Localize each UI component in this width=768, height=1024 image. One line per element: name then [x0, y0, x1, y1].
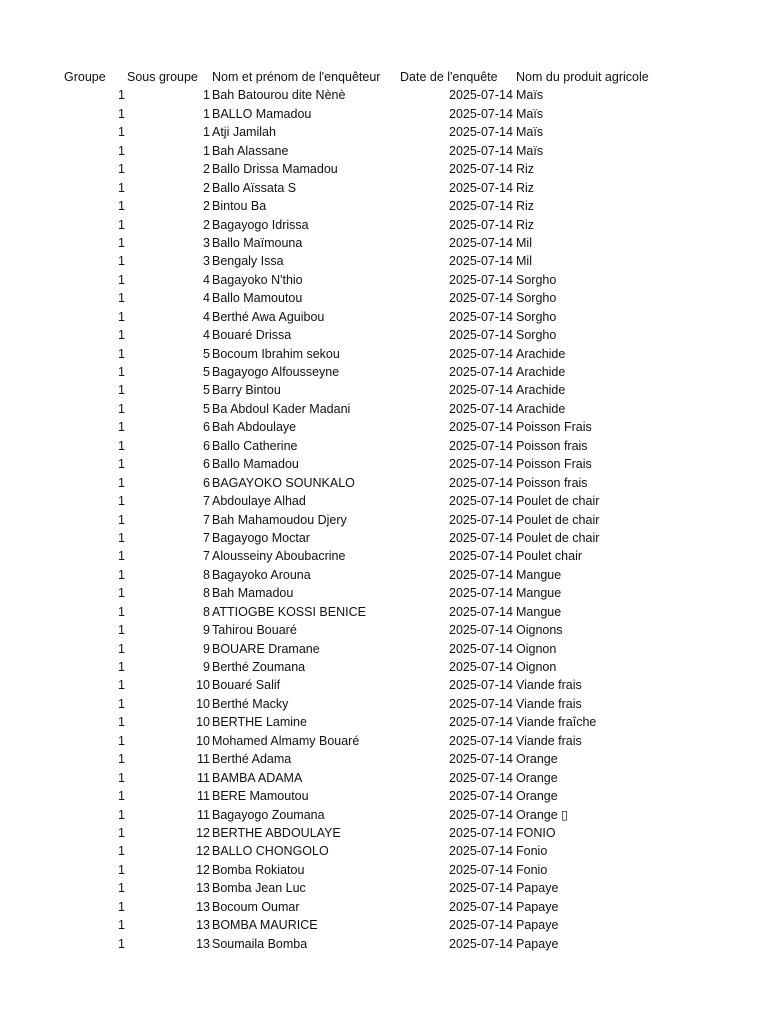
- cell-groupe: 1: [118, 235, 125, 250]
- cell-sous-groupe: 4: [203, 272, 210, 287]
- cell-sous-groupe: 4: [203, 309, 210, 324]
- cell-produit-agricole: Orange ▯: [516, 807, 569, 822]
- cell-sous-groupe: 2: [203, 199, 210, 214]
- cell-groupe: 1: [118, 678, 125, 693]
- cell-sous-groupe: 12: [196, 844, 210, 859]
- table-row: [0, 842, 768, 860]
- cell-nom-enqueteur: Ballo Aïssata S: [212, 180, 297, 195]
- cell-groupe: 1: [118, 825, 125, 840]
- cell-produit-agricole: Papaye: [516, 918, 559, 933]
- table-row: [0, 916, 768, 934]
- cell-produit-agricole: Fonio: [516, 862, 548, 877]
- cell-produit-agricole: Maïs: [516, 106, 544, 121]
- cell-produit-agricole: Poulet de chair: [516, 494, 600, 509]
- cell-produit-agricole: Poisson frais: [516, 438, 588, 453]
- cell-produit-agricole: Riz: [516, 217, 535, 232]
- cell-date-enquete: 2025-07-14: [449, 918, 513, 933]
- table-row: [0, 676, 768, 694]
- cell-date-enquete: 2025-07-14: [449, 272, 513, 287]
- cell-date-enquete: 2025-07-14: [449, 125, 513, 140]
- cell-nom-enqueteur: ATTIOGBE KOSSI BENICE: [212, 604, 366, 619]
- header-nom-enqueteur: Nom et prénom de l'enquêteur: [212, 70, 381, 84]
- cell-nom-enqueteur: Ballo Drissa Mamadou: [212, 162, 338, 177]
- cell-groupe: 1: [118, 106, 125, 121]
- cell-date-enquete: 2025-07-14: [449, 235, 513, 250]
- cell-sous-groupe: 10: [196, 678, 210, 693]
- cell-produit-agricole: Poisson Frais: [516, 420, 592, 435]
- table-row: [0, 123, 768, 141]
- cell-produit-agricole: Arachide: [516, 365, 566, 379]
- cell-date-enquete: 2025-07-14: [449, 862, 513, 877]
- cell-date-enquete: 2025-07-14: [449, 825, 513, 840]
- cell-date-enquete: 2025-07-14: [449, 346, 513, 361]
- cell-groupe: 1: [118, 365, 125, 379]
- cell-groupe: 1: [118, 936, 125, 951]
- cell-date-enquete: 2025-07-14: [449, 733, 513, 748]
- cell-nom-enqueteur: BERE Mamoutou: [212, 789, 309, 804]
- cell-sous-groupe: 3: [203, 254, 210, 269]
- cell-groupe: 1: [118, 862, 125, 877]
- cell-nom-enqueteur: BERTHE ABDOULAYE: [212, 825, 341, 840]
- table-row: [0, 381, 768, 399]
- cell-sous-groupe: 4: [203, 291, 210, 306]
- table-row: [0, 86, 768, 104]
- table-row: [0, 492, 768, 510]
- cell-sous-groupe: 8: [203, 604, 210, 619]
- cell-nom-enqueteur: Atji Jamilah: [212, 125, 276, 140]
- cell-nom-enqueteur: Bengaly Issa: [212, 254, 284, 269]
- cell-sous-groupe: 1: [203, 88, 210, 103]
- cell-date-enquete: 2025-07-14: [449, 844, 513, 859]
- table-row: [0, 418, 768, 436]
- cell-date-enquete: 2025-07-14: [449, 881, 513, 896]
- cell-date-enquete: 2025-07-14: [449, 143, 513, 158]
- cell-sous-groupe: 12: [196, 825, 210, 840]
- cell-date-enquete: 2025-07-14: [449, 678, 513, 693]
- cell-sous-groupe: 4: [203, 328, 210, 343]
- cell-sous-groupe: 13: [196, 899, 210, 914]
- table-row: [0, 935, 768, 953]
- table-row: [0, 345, 768, 363]
- table-row: [0, 824, 768, 842]
- cell-groupe: 1: [118, 494, 125, 509]
- cell-date-enquete: 2025-07-14: [449, 309, 513, 324]
- table-row: [0, 363, 768, 381]
- cell-groupe: 1: [118, 438, 125, 453]
- cell-produit-agricole: Maïs: [516, 88, 544, 103]
- cell-sous-groupe: 10: [196, 715, 210, 730]
- cell-sous-groupe: 7: [203, 494, 210, 509]
- cell-groupe: 1: [118, 457, 125, 472]
- table-row: [0, 400, 768, 418]
- cell-sous-groupe: 11: [197, 807, 210, 822]
- table-row: [0, 732, 768, 750]
- cell-date-enquete: 2025-07-14: [449, 162, 513, 177]
- cell-produit-agricole: Poisson frais: [516, 475, 588, 490]
- table-row: [0, 308, 768, 326]
- cell-nom-enqueteur: Ballo Catherine: [212, 438, 298, 453]
- cell-sous-groupe: 11: [197, 789, 210, 804]
- cell-produit-agricole: Orange: [516, 752, 558, 767]
- table-row: [0, 197, 768, 215]
- cell-sous-groupe: 9: [203, 623, 210, 638]
- cell-nom-enqueteur: BAGAYOKO SOUNKALO: [212, 475, 355, 490]
- cell-date-enquete: 2025-07-14: [449, 641, 513, 656]
- cell-produit-agricole: Mangue: [516, 586, 562, 601]
- cell-sous-groupe: 9: [203, 641, 210, 656]
- cell-sous-groupe: 7: [203, 530, 210, 545]
- table-row: [0, 658, 768, 676]
- header-sous-groupe: Sous groupe: [127, 70, 198, 84]
- cell-produit-agricole: Riz: [516, 199, 535, 214]
- table-row: [0, 179, 768, 197]
- table-row: [0, 455, 768, 473]
- cell-sous-groupe: 13: [196, 918, 210, 933]
- cell-produit-agricole: Papaye: [516, 936, 559, 951]
- cell-sous-groupe: 13: [196, 936, 210, 951]
- cell-date-enquete: 2025-07-14: [449, 567, 513, 582]
- cell-groupe: 1: [118, 420, 125, 435]
- header-row: [0, 68, 768, 86]
- cell-groupe: 1: [118, 807, 125, 822]
- cell-date-enquete: 2025-07-14: [449, 494, 513, 509]
- cell-nom-enqueteur: Bouaré Drissa: [212, 328, 292, 343]
- cell-sous-groupe: 1: [203, 143, 210, 158]
- table-row: [0, 160, 768, 178]
- cell-nom-enqueteur: BALLO CHONGOLO: [212, 844, 329, 859]
- cell-produit-agricole: Sorgho: [516, 291, 557, 306]
- cell-sous-groupe: 5: [203, 383, 210, 398]
- cell-nom-enqueteur: Ballo Maïmouna: [212, 235, 303, 250]
- table-row: [0, 898, 768, 916]
- cell-date-enquete: 2025-07-14: [449, 789, 513, 804]
- cell-sous-groupe: 2: [203, 180, 210, 195]
- cell-groupe: 1: [118, 918, 125, 933]
- cell-groupe: 1: [118, 143, 125, 158]
- table-row: [0, 271, 768, 289]
- cell-groupe: 1: [118, 383, 125, 398]
- cell-nom-enqueteur: Berthé Adama: [212, 752, 292, 767]
- table-row: [0, 252, 768, 270]
- table-row: [0, 750, 768, 768]
- cell-sous-groupe: 5: [203, 365, 210, 379]
- cell-nom-enqueteur: Berthé Macky: [212, 696, 289, 711]
- table-row: [0, 216, 768, 234]
- cell-produit-agricole: Arachide: [516, 346, 566, 361]
- cell-nom-enqueteur: Bah Mamadou: [212, 586, 294, 601]
- cell-groupe: 1: [118, 660, 125, 674]
- cell-groupe: 1: [118, 199, 125, 214]
- cell-groupe: 1: [118, 88, 125, 103]
- cell-produit-agricole: Poulet chair: [516, 549, 583, 564]
- cell-produit-agricole: Mangue: [516, 604, 562, 619]
- cell-sous-groupe: 3: [203, 235, 210, 250]
- table-row: [0, 437, 768, 455]
- table-row: [0, 640, 768, 658]
- table-row: [0, 806, 768, 824]
- cell-sous-groupe: 6: [203, 438, 210, 453]
- cell-date-enquete: 2025-07-14: [449, 623, 513, 638]
- cell-nom-enqueteur: Bah Mahamoudou Djery: [212, 512, 347, 527]
- cell-produit-agricole: Papaye: [516, 881, 559, 896]
- cell-date-enquete: 2025-07-14: [449, 401, 513, 416]
- cell-produit-agricole: Orange: [516, 789, 558, 804]
- cell-date-enquete: 2025-07-14: [449, 420, 513, 435]
- cell-produit-agricole: Orange: [516, 770, 558, 785]
- cell-nom-enqueteur: Bah Abdoulaye: [212, 420, 297, 435]
- cell-groupe: 1: [118, 789, 125, 804]
- cell-groupe: 1: [118, 180, 125, 195]
- cell-nom-enqueteur: Berthé Awa Aguibou: [212, 309, 325, 324]
- cell-date-enquete: 2025-07-14: [449, 199, 513, 214]
- table-row: [0, 603, 768, 621]
- cell-date-enquete: 2025-07-14: [449, 291, 513, 306]
- cell-produit-agricole: Mil: [516, 235, 532, 250]
- cell-nom-enqueteur: Tahirou Bouaré: [212, 623, 297, 638]
- cell-nom-enqueteur: Ballo Mamoutou: [212, 291, 303, 306]
- cell-date-enquete: 2025-07-14: [449, 549, 513, 564]
- cell-sous-groupe: 5: [203, 346, 210, 361]
- table-row: [0, 566, 768, 584]
- table-row: [0, 474, 768, 492]
- spreadsheet-table: [0, 68, 768, 953]
- cell-nom-enqueteur: BAMBA ADAMA: [212, 770, 303, 785]
- cell-sous-groupe: 8: [203, 567, 210, 582]
- cell-sous-groupe: 1: [203, 125, 210, 140]
- table-row: [0, 621, 768, 639]
- cell-date-enquete: 2025-07-14: [449, 512, 513, 527]
- cell-date-enquete: 2025-07-14: [449, 899, 513, 914]
- cell-groupe: 1: [118, 696, 125, 711]
- cell-groupe: 1: [118, 475, 125, 490]
- cell-produit-agricole: Poulet de chair: [516, 512, 600, 527]
- cell-groupe: 1: [118, 715, 125, 730]
- cell-date-enquete: 2025-07-14: [449, 383, 513, 398]
- table-body: [0, 86, 768, 953]
- cell-produit-agricole: Sorgho: [516, 309, 557, 324]
- cell-produit-agricole: Sorgho: [516, 272, 557, 287]
- cell-date-enquete: 2025-07-14: [449, 457, 513, 472]
- cell-produit-agricole: Viande frais: [516, 696, 582, 711]
- cell-sous-groupe: 7: [203, 549, 210, 564]
- cell-groupe: 1: [118, 401, 125, 416]
- cell-sous-groupe: 6: [203, 457, 210, 472]
- cell-nom-enqueteur: Bagayogo Zoumana: [212, 807, 325, 822]
- cell-nom-enqueteur: Bomba Jean Luc: [212, 881, 306, 896]
- cell-date-enquete: 2025-07-14: [449, 180, 513, 195]
- cell-date-enquete: 2025-07-14: [449, 106, 513, 121]
- cell-groupe: 1: [118, 844, 125, 859]
- cell-nom-enqueteur: Bintou Ba: [212, 199, 267, 214]
- cell-date-enquete: 2025-07-14: [449, 696, 513, 711]
- cell-groupe: 1: [118, 733, 125, 748]
- cell-groupe: 1: [118, 567, 125, 582]
- cell-sous-groupe: 11: [197, 752, 210, 767]
- cell-groupe: 1: [118, 346, 125, 361]
- cell-sous-groupe: 7: [203, 512, 210, 527]
- cell-produit-agricole: Papaye: [516, 899, 559, 914]
- cell-produit-agricole: Arachide: [516, 383, 566, 398]
- cell-nom-enqueteur: Bagayoko N'thio: [212, 272, 303, 287]
- cell-groupe: 1: [118, 770, 125, 785]
- cell-groupe: 1: [118, 530, 125, 545]
- cell-produit-agricole: Arachide: [516, 401, 566, 416]
- cell-date-enquete: 2025-07-14: [449, 88, 513, 103]
- cell-nom-enqueteur: Barry Bintou: [212, 383, 281, 398]
- cell-groupe: 1: [118, 309, 125, 324]
- cell-date-enquete: 2025-07-14: [449, 770, 513, 785]
- header-produit-agricole: Nom du produit agricole: [516, 70, 649, 84]
- cell-date-enquete: 2025-07-14: [449, 217, 513, 232]
- cell-nom-enqueteur: Bagayoko Arouna: [212, 567, 311, 582]
- cell-date-enquete: 2025-07-14: [449, 660, 513, 674]
- cell-sous-groupe: 11: [197, 770, 210, 785]
- cell-groupe: 1: [118, 586, 125, 601]
- cell-nom-enqueteur: Bomba Rokiatou: [212, 862, 305, 877]
- cell-sous-groupe: 13: [196, 881, 210, 896]
- cell-date-enquete: 2025-07-14: [449, 365, 513, 379]
- cell-sous-groupe: 6: [203, 475, 210, 490]
- cell-produit-agricole: Viande fraîche: [516, 715, 597, 730]
- cell-produit-agricole: Maïs: [516, 125, 544, 140]
- cell-produit-agricole: Riz: [516, 162, 535, 177]
- cell-nom-enqueteur: BERTHE Lamine: [212, 715, 307, 730]
- table-row: [0, 787, 768, 805]
- cell-nom-enqueteur: Bocoum Ibrahim sekou: [212, 346, 340, 361]
- header-date-enquete: Date de l'enquête: [400, 70, 498, 84]
- cell-sous-groupe: 6: [203, 420, 210, 435]
- cell-produit-agricole: Oignon: [516, 660, 557, 674]
- cell-produit-agricole: Fonio: [516, 844, 548, 859]
- table-row: [0, 769, 768, 787]
- cell-produit-agricole: Viande frais: [516, 678, 582, 693]
- cell-produit-agricole: FONIO: [516, 825, 556, 840]
- table-row: [0, 289, 768, 307]
- table-row: [0, 879, 768, 897]
- cell-date-enquete: 2025-07-14: [449, 604, 513, 619]
- cell-nom-enqueteur: Bah Batourou dite Nènè: [212, 88, 346, 103]
- cell-nom-enqueteur: Ba Abdoul Kader Madani: [212, 401, 351, 416]
- cell-sous-groupe: 10: [196, 696, 210, 711]
- table-row: [0, 326, 768, 344]
- cell-sous-groupe: 9: [203, 660, 210, 674]
- cell-nom-enqueteur: Bocoum Oumar: [212, 899, 300, 914]
- cell-nom-enqueteur: Abdoulaye Alhad: [212, 494, 306, 509]
- cell-nom-enqueteur: Bouaré Salif: [212, 678, 281, 693]
- cell-date-enquete: 2025-07-14: [449, 530, 513, 545]
- cell-sous-groupe: 1: [203, 106, 210, 121]
- cell-groupe: 1: [118, 641, 125, 656]
- cell-sous-groupe: 2: [203, 217, 210, 232]
- cell-nom-enqueteur: Bagayogo Idrissa: [212, 217, 309, 232]
- table-row: [0, 142, 768, 160]
- cell-nom-enqueteur: Soumaila Bomba: [212, 936, 308, 951]
- cell-date-enquete: 2025-07-14: [449, 328, 513, 343]
- table-row: [0, 529, 768, 547]
- table-row: [0, 511, 768, 529]
- cell-nom-enqueteur: Alousseiny Aboubacrine: [212, 549, 346, 564]
- cell-produit-agricole: Mil: [516, 254, 532, 269]
- table-row: [0, 584, 768, 602]
- cell-nom-enqueteur: BOUARE Dramane: [212, 641, 320, 656]
- cell-date-enquete: 2025-07-14: [449, 438, 513, 453]
- cell-sous-groupe: 10: [196, 733, 210, 748]
- cell-date-enquete: 2025-07-14: [449, 715, 513, 730]
- cell-date-enquete: 2025-07-14: [449, 752, 513, 767]
- cell-groupe: 1: [118, 881, 125, 896]
- cell-nom-enqueteur: Berthé Zoumana: [212, 660, 306, 674]
- table-row: [0, 547, 768, 565]
- cell-groupe: 1: [118, 752, 125, 767]
- cell-groupe: 1: [118, 899, 125, 914]
- cell-groupe: 1: [118, 125, 125, 140]
- cell-nom-enqueteur: Bagayogo Moctar: [212, 530, 310, 545]
- cell-date-enquete: 2025-07-14: [449, 475, 513, 490]
- cell-produit-agricole: Viande frais: [516, 733, 582, 748]
- cell-date-enquete: 2025-07-14: [449, 807, 513, 822]
- table-row: [0, 861, 768, 879]
- table-row: [0, 713, 768, 731]
- cell-date-enquete: 2025-07-14: [449, 936, 513, 951]
- cell-groupe: 1: [118, 549, 125, 564]
- cell-groupe: 1: [118, 254, 125, 269]
- cell-produit-agricole: Mangue: [516, 567, 562, 582]
- table-row: [0, 695, 768, 713]
- table-row: [0, 234, 768, 252]
- table-row: [0, 105, 768, 123]
- cell-nom-enqueteur: BALLO Mamadou: [212, 106, 312, 121]
- cell-nom-enqueteur: Bah Alassane: [212, 143, 289, 158]
- cell-produit-agricole: Poulet de chair: [516, 530, 600, 545]
- cell-nom-enqueteur: Ballo Mamadou: [212, 457, 299, 472]
- header-groupe: Groupe: [64, 70, 106, 84]
- cell-nom-enqueteur: BOMBA MAURICE: [212, 918, 318, 933]
- cell-produit-agricole: Oignons: [516, 623, 563, 638]
- cell-produit-agricole: Maïs: [516, 143, 544, 158]
- cell-nom-enqueteur: Bagayogo Alfousseyne: [212, 365, 340, 379]
- cell-groupe: 1: [118, 512, 125, 527]
- cell-nom-enqueteur: Mohamed Almamy Bouaré: [212, 733, 360, 748]
- cell-date-enquete: 2025-07-14: [449, 586, 513, 601]
- cell-produit-agricole: Poisson Frais: [516, 457, 592, 472]
- cell-sous-groupe: 8: [203, 586, 210, 601]
- cell-produit-agricole: Sorgho: [516, 328, 557, 343]
- cell-produit-agricole: Riz: [516, 180, 535, 195]
- cell-groupe: 1: [118, 217, 125, 232]
- cell-sous-groupe: 2: [203, 162, 210, 177]
- cell-groupe: 1: [118, 162, 125, 177]
- cell-sous-groupe: 5: [203, 401, 210, 416]
- cell-groupe: 1: [118, 328, 125, 343]
- cell-groupe: 1: [118, 623, 125, 638]
- cell-groupe: 1: [118, 604, 125, 619]
- cell-groupe: 1: [118, 272, 125, 287]
- cell-sous-groupe: 12: [196, 862, 210, 877]
- cell-groupe: 1: [118, 291, 125, 306]
- cell-produit-agricole: Oignon: [516, 641, 557, 656]
- cell-date-enquete: 2025-07-14: [449, 254, 513, 269]
